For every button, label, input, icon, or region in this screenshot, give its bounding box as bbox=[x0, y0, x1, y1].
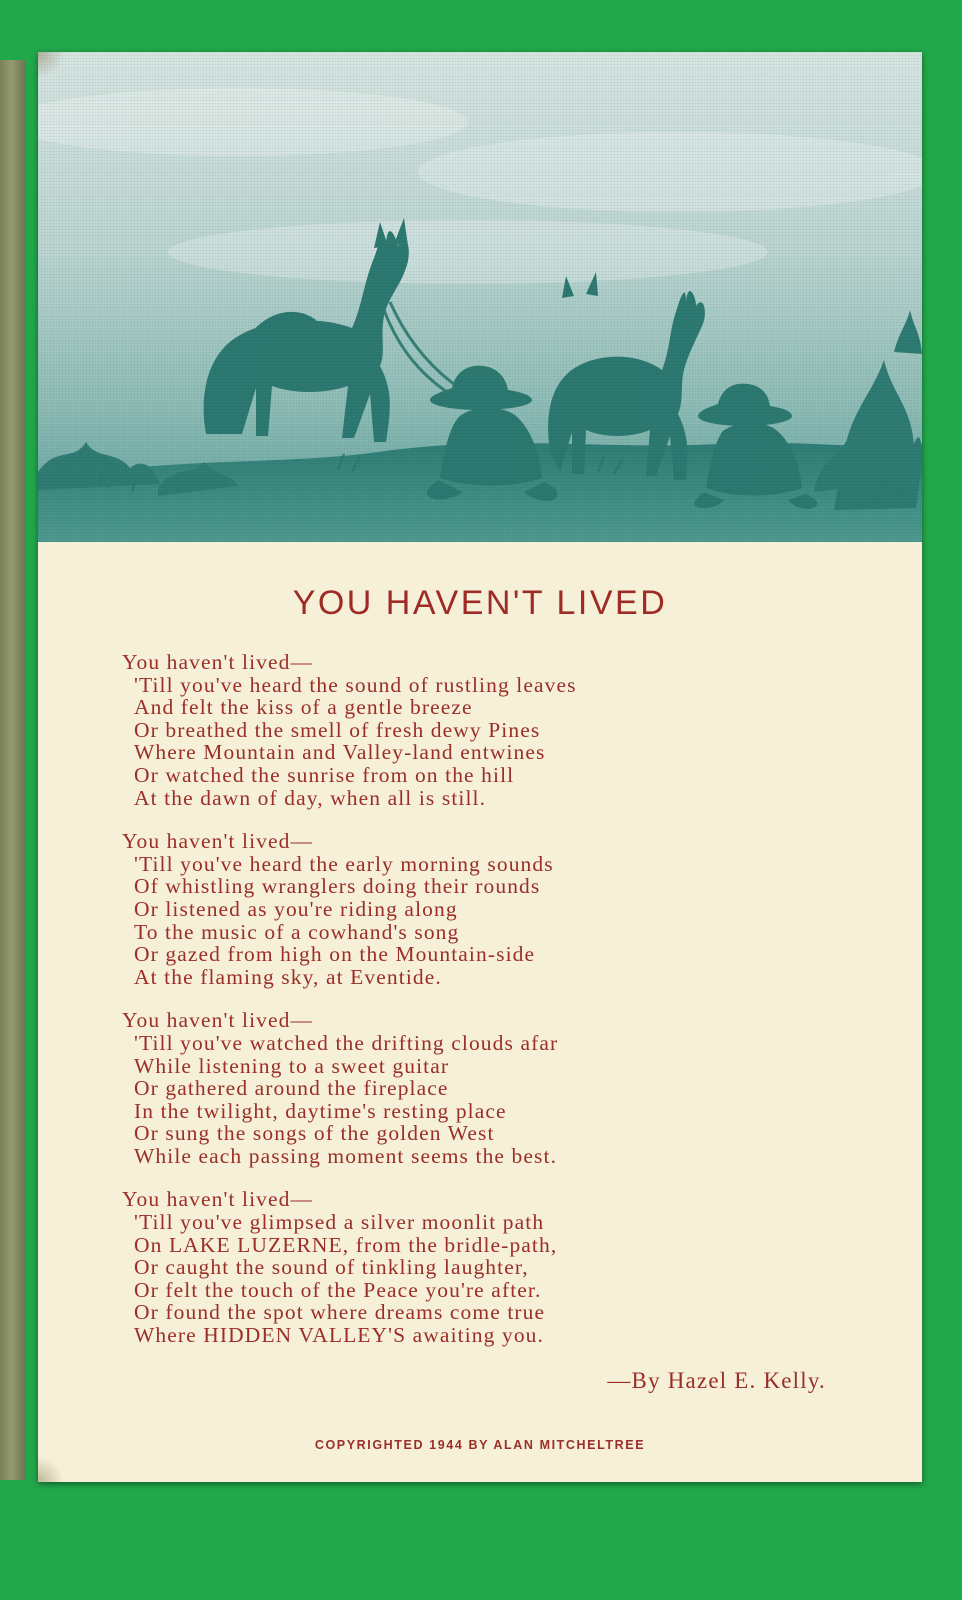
poem-line: To the music of a cowhand's song bbox=[134, 919, 460, 944]
poem-line: 'Till you've heard the early morning sounds bbox=[134, 851, 554, 876]
poem-line: In the twilight, daytime's resting place bbox=[134, 1098, 507, 1123]
poem-line: While each passing moment seems the best. bbox=[134, 1143, 558, 1168]
postcard bbox=[38, 52, 922, 1482]
stanza bbox=[122, 650, 922, 810]
photo-artwork bbox=[38, 52, 922, 542]
poem-line: On LAKE LUZERNE, from the bridle-path, bbox=[134, 1232, 558, 1257]
poem-line: At the dawn of day, when all is still. bbox=[134, 785, 487, 810]
stanza-lead: You haven't lived— bbox=[122, 829, 314, 854]
poem-line: 'Till you've watched the drifting clouds afar bbox=[134, 1030, 559, 1055]
stanza-lead: You haven't lived— bbox=[122, 1008, 314, 1033]
poem-line: Or listened as you're riding along bbox=[134, 896, 458, 921]
poem-line: Or watched the sunrise from on the hill bbox=[134, 762, 515, 787]
stanza-lead: You haven't lived— bbox=[122, 1187, 314, 1212]
poem-line: Or felt the touch of the Peace you're after. bbox=[134, 1277, 542, 1302]
poem-line: Or caught the sound of tinkling laughter, bbox=[134, 1255, 529, 1280]
poem-line: While listening to a sweet guitar bbox=[134, 1053, 450, 1078]
photo-silhouette-horses-cowboys bbox=[38, 52, 922, 542]
poem-line: 'Till you've glimpsed a silver moonlit path bbox=[134, 1210, 545, 1235]
stanza bbox=[122, 1187, 922, 1348]
poem-line: 'Till you've heard the sound of rustling leaves bbox=[134, 672, 577, 697]
underlying-card-edge bbox=[0, 60, 26, 1480]
poem-line: Where HIDDEN VALLEY'S awaiting you. bbox=[134, 1323, 544, 1348]
poem-line: Or breathed the smell of fresh dewy Pines bbox=[134, 717, 541, 742]
stanza-lead: You haven't lived— bbox=[122, 650, 314, 674]
poem-line: Or gazed from high on the Mountain-side bbox=[134, 942, 536, 967]
poem-line: Or found the spot where dreams come true bbox=[134, 1300, 546, 1325]
page-title: YOU HAVEN'T LIVED bbox=[292, 584, 668, 622]
poem-line: Or gathered around the fireplace bbox=[134, 1076, 449, 1101]
author-byline: —By Hazel E. Kelly. bbox=[607, 1367, 826, 1393]
poem-line: Where Mountain and Valley-land entwines bbox=[134, 740, 546, 765]
stanza bbox=[122, 1008, 922, 1168]
poem-line: And felt the kiss of a gentle breeze bbox=[134, 695, 473, 720]
stanza bbox=[122, 829, 922, 989]
copyright-notice: COPYRIGHTED 1944 BY ALAN MITCHELTREE bbox=[314, 1437, 646, 1452]
poem-line: Of whistling wranglers doing their rounds bbox=[134, 874, 541, 899]
poem-line: At the flaming sky, at Eventide. bbox=[134, 964, 442, 989]
poem-panel bbox=[38, 542, 922, 1482]
poem-line: Or sung the songs of the golden West bbox=[134, 1121, 495, 1146]
poem-body bbox=[38, 651, 922, 1347]
